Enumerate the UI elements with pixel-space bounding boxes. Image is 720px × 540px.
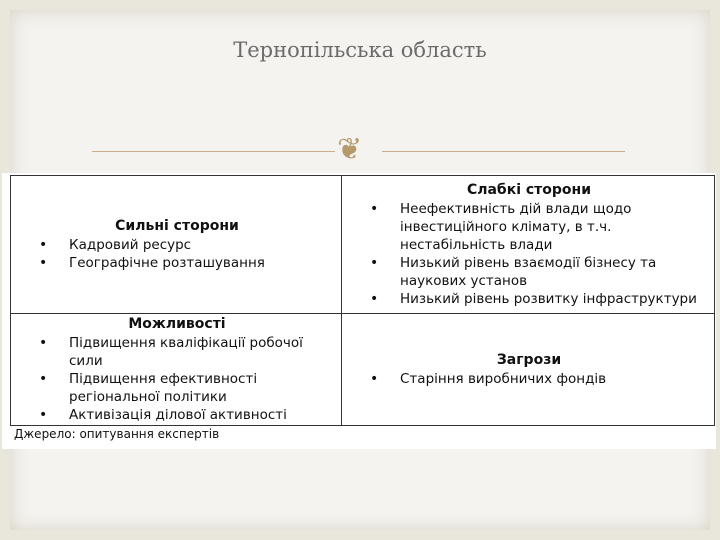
opportunities-cell [11,314,342,426]
list-item: • Кадровий ресурс [19,236,335,254]
threats-list [350,370,708,388]
source-note: Джерело: опитування експертів [14,427,220,441]
strengths-list [19,236,335,272]
list-item: • Підвищення ефективності регіональної політики [19,370,335,406]
list-item: • Неефективність дій влади щодо інвестиційного клімату, в т.ч. нестабільність влади [350,200,708,254]
weaknesses-title: Слабкі сторони [466,182,592,198]
list-item: • Активізація ділової активності [19,406,335,424]
strengths-cell [11,176,342,314]
divider-line-left [92,151,335,152]
swot-table-area [2,173,716,449]
ornament-flourish-icon: ❦ [337,132,363,167]
swot-table [10,175,715,426]
opportunities-title: Можливості [128,316,226,332]
opportunities-list [19,334,335,424]
divider-line-right [382,151,625,152]
list-item: • Низький рівень розвитку інфраструктури [350,290,708,308]
weaknesses-cell [342,176,715,314]
list-item: • Низький рівень взаємодії бізнесу та наукових установ [350,254,708,290]
list-item: • Підвищення кваліфікації робочої сили [19,334,335,370]
threats-title: Загрози [496,352,562,368]
slide-title: Тернопільська область [233,38,487,62]
strengths-title: Сильні сторони [115,218,239,234]
list-item: • Старіння виробничих фондів [350,370,708,388]
weaknesses-list [350,200,708,308]
list-item: • Географічне розташування [19,254,335,272]
threats-cell [342,314,715,426]
